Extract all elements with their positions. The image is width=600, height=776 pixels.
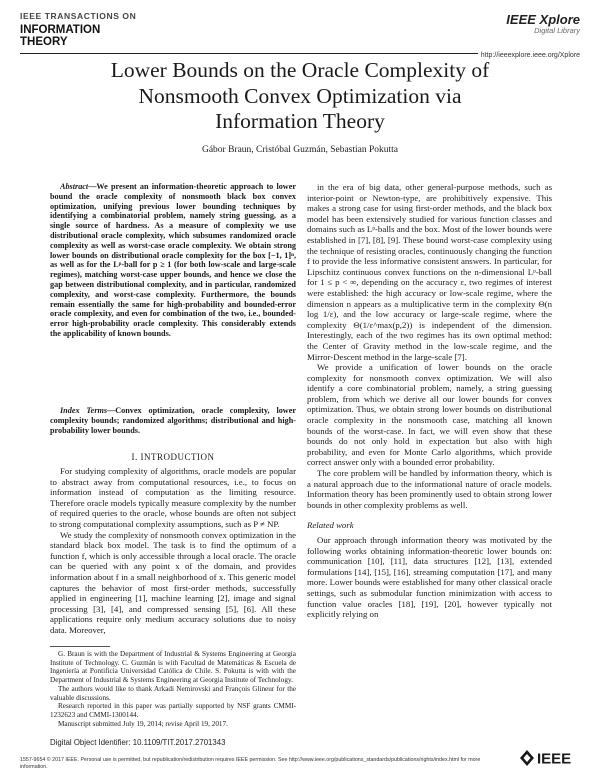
subsection-heading-related-work: Related work bbox=[307, 520, 354, 531]
abstract-text: —We present an information-theoretic approach to lower bound the oracle complexity of nonsmooth black box convex optimization, unifying previous lower bounding techniques by identifying a combinatorial problem, namely string guessing, as a single source of hardness. As a measure of complexity we use distributional oracle complexity, which subsumes randomized oracle complexity as well as worst-case oracle complexity. We obtain strong lower bounds on distributional oracle complexity for the box [−1, 1]ⁿ, as well as for the Lᵖ-ball for p ≥ 1 (for both low-scale and large-scale regimes), matching worst-case upper bounds, and hence we close the gap between distributional complexity, and in particular, randomized complexity, and worst-case complexity. Furthermore, the bounds remain essentially the same for high-probability and bounded-error oracle complexity, and even for combination of the two, i.e., bounded-error high-probability oracle complexity. This considerably extends the applicability of known bounds. bbox=[50, 182, 296, 338]
body-paragraph: We provide a unification of lower bounds on the oracle complexity for nonsmooth convex optimization. We will also identify a core combinatorial problem, namely, a string guessing problem, from which we derive all our lower bounds for convex optimization. Thus, we obtain strong lower bounds on distributional oracle complexity in the nonsmooth case, matching all known bounds of the worst-case. In fact, we will even show that these bounds do not only hold in expectation but also with high probability, and even for Monte Carlo algorithms, which provide correct answer only with a bounded error probability. bbox=[307, 362, 552, 468]
index-terms bbox=[50, 406, 296, 435]
title-line-1: Lower Bounds on the Oracle Complexity of bbox=[110, 58, 490, 82]
ieee-diamond-icon bbox=[520, 750, 534, 766]
body-paragraph: The core problem will be handled by information theory, which is a natural approach due to the informational nature of oracle models. Information theory has been prominently used to obtain strong lower bounds in other complexity problems as well. bbox=[307, 468, 552, 510]
footnote-manuscript-dates: Manuscript submitted July 19, 2014; revise April 19, 2017. bbox=[58, 719, 228, 728]
intro-paragraph: For studying complexity of algorithms, oracle models are popular to abstract away from computational resources, i.e., to focus on information instead of computation as the limiting resource. Therefore oracle models typically measure complexity by the number of required queries to the oracle, whose bounds are often not subject to strong computational complexity assumptions, such as P ≠ NP. bbox=[50, 466, 296, 529]
section-heading-introduction: I. INTRODUCTION bbox=[131, 452, 215, 462]
journal-name bbox=[20, 24, 180, 48]
journal-name-line-2: THEORY bbox=[20, 36, 68, 48]
footnotes bbox=[50, 650, 296, 728]
ieee-logo bbox=[518, 748, 580, 768]
journal-name-line-1: INFORMATION bbox=[20, 24, 101, 36]
author-list: Gábor Braun, Cristóbal Guzmán, Sebastian Pokutta bbox=[201, 145, 399, 155]
paper-title bbox=[20, 58, 580, 135]
abstract-label: Abstract bbox=[60, 182, 89, 191]
title-line-3: Information Theory bbox=[215, 109, 385, 133]
footnote-rule bbox=[50, 646, 110, 647]
xplore-subtitle: Digital Library bbox=[534, 26, 580, 35]
footnote-affiliations: G. Braun is with the Department of Industrial & Systems Engineering at Georgia Institute of Technology. C. Guzmán is with Facultad de Matemáticas & Escuela de Ingeniería at Pontificia Universidad Católica de Chile. S. Pokutta is with with the Department of Industrial & Systems Engineering at Georgia Institute of Technology. bbox=[50, 650, 296, 685]
index-terms-label: Index Terms bbox=[60, 406, 108, 415]
journal-series-label: IEEE TRANSACTIONS ON bbox=[20, 11, 137, 21]
intro-paragraph: We study the complexity of nonsmooth convex optimization in the standard black box model. The task is to find the optimum of a function f, which is only accessible through a local oracle. The oracle can be queried with any point x of the domain, and provides information about f in a small neighborhood of x. This generic model captures the behavior of most first-order methods, successfully applied in engineering [1], machine learning [2], image and signal processing [3], [4], and compressed sensing [5], [6]. All these applications require only medium accuracy solutions due to noisy data. Moreover, bbox=[50, 529, 296, 635]
ieee-xplore-logo bbox=[506, 12, 580, 35]
introduction-body bbox=[50, 466, 296, 636]
related-work-paragraph: Our approach through information theory was motivated by the following works obtaining information-theoretic lower bounds on: communication [10], [11], data structures [12], [13], extended formulations [14], [15], [16], streaming computation [17], and many more. Lower bounds were established for many other classical oracle settings, such as submodular function minimization with access to function value oracles [18], [19], [20], however typically not explicitly relying on bbox=[307, 535, 552, 620]
body-paragraph: in the era of big data, other general-purpose methods, such as interior-point or Newton-type, are prohibitively expensive. This makes a strong case for using first-order methods, and the black box model has been extensively studied for various function classes and domains such as Lᵖ-balls and the box. Most of the lower bounds were established in [7], [8], [9]. These bound worst-case complexity using the technique of resisting oracles, continuously changing the function f to provide the less informative consistent answers. In particular, for Lipschitz continuous convex functions on the n-dimensional Lᵖ-ball for 1 ≤ p < ∞, depending on the accuracy ε, two regimes of interest were established: the high accuracy or low-scale regime, where the dimension n appears as a multiplicative term in the complexity Θ(n log 1/ε), and the low accuracy or large-scale regime, where the complexity Θ(1/ε^max(p,2)) is independent of the dimension. Interestingly, each of the two regimes has its own optimal method: the Center of Gravity method in the low-scale regime, and the Mirror-Descent method in the large-scale [7]. bbox=[307, 182, 552, 362]
right-column-body bbox=[307, 182, 552, 620]
ieee-logo-text: IEEE bbox=[537, 750, 572, 768]
doi-line[interactable]: Digital Object Identifier: 10.1109/TIT.2017.2701343 bbox=[50, 738, 226, 747]
index-terms-text: —Convex optimization, oracle complexity, lower complexity bounds; randomized algorithms; distributional and high-probability lower bounds. bbox=[50, 406, 296, 435]
title-line-2: Nonsmooth Convex Optimization via bbox=[138, 83, 462, 108]
copyright-notice: 1557-9654 © 2017 IEEE. Personal use is permitted, but republication/redistribution requires IEEE permission. See http://www.ieee.org/publications_standards/publications/rights/index.html for more information. bbox=[20, 757, 481, 770]
footnote-funding: Research reported in this paper was partially supported by NSF grants CMMI-1232623 and CMMI-1300144. bbox=[50, 702, 296, 719]
footnote-acknowledgements: The authors would like to thank Arkadi Nemirovski and François Glineur for the valuable discussions. bbox=[50, 684, 296, 702]
header-url-link[interactable]: http://ieeexplore.ieee.org/Xplore bbox=[478, 52, 580, 59]
xplore-brand: IEEE Xplore bbox=[506, 12, 580, 27]
abstract bbox=[50, 182, 296, 339]
